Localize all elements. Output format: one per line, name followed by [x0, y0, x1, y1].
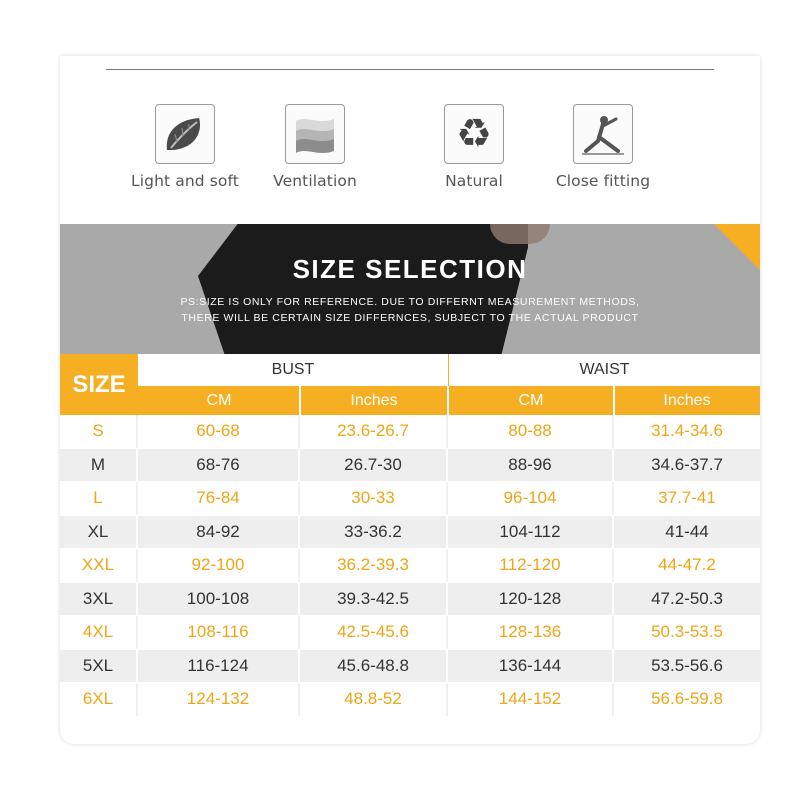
bust-group-header: BUST: [138, 354, 448, 386]
size-cell: 6XL: [60, 683, 138, 716]
waist-inches-cell: 34.6-37.7: [651, 454, 723, 474]
unit-divider: [299, 386, 301, 415]
unit-divider: [447, 386, 449, 415]
waist-cm-cell: 112-120: [448, 549, 614, 582]
recycle-icon: ♻: [444, 104, 504, 164]
banner-note-line-1: PS:SIZE IS ONLY FOR REFERENCE. DUE TO DIFFERNT MEASUREMENT METHODS,: [180, 296, 640, 308]
size-cell: XXL: [60, 549, 138, 582]
feature-natural: [404, 104, 544, 190]
table-row: [60, 583, 760, 617]
waist-cm-cell: 128-136: [448, 616, 614, 649]
waist-inches-header: Inches: [614, 386, 760, 415]
bust-inches-cell: 39.3-42.5: [300, 583, 448, 616]
size-cell: 5XL: [60, 650, 138, 683]
waist-inches-cell: 41-44: [665, 521, 709, 541]
waist-inches-cell: 50.3-53.5: [651, 622, 723, 642]
bust-cm-cell: 108-116: [138, 616, 300, 649]
feature-label: Ventilation: [273, 172, 357, 190]
feature-ventilation: [245, 104, 385, 190]
size-selection-banner: [60, 224, 760, 354]
size-guide-card: [60, 56, 760, 744]
table-row: [60, 516, 760, 550]
size-cell: 3XL: [60, 583, 138, 616]
bust-cm-header: CM: [138, 386, 300, 415]
size-column-header: SIZE: [60, 354, 138, 415]
waist-cm-header: CM: [448, 386, 614, 415]
waist-inches-cell: 53.5-56.6: [651, 655, 723, 675]
bust-inches-cell: 42.5-45.6: [300, 616, 448, 649]
bust-cm-cell: 92-100: [138, 549, 300, 582]
table-row: [60, 415, 760, 449]
layers-icon: [285, 104, 345, 164]
waist-cm-cell: 80-88: [448, 415, 614, 448]
bust-inches-cell: 45.6-48.8: [300, 650, 448, 683]
leaf-icon: [155, 104, 215, 164]
table-row: [60, 449, 760, 483]
bust-inches-cell: 23.6-26.7: [300, 415, 448, 448]
feature-label: Close fitting: [555, 172, 651, 190]
top-divider: [106, 69, 714, 70]
feature-label: Natural: [445, 172, 503, 190]
waist-cm-cell: 96-104: [448, 482, 614, 515]
size-cell: XL: [60, 516, 138, 549]
table-row: [60, 549, 760, 583]
yoga-icon: [573, 104, 633, 164]
waist-inches-cell: 56.6-59.8: [651, 689, 723, 709]
size-rows: [60, 415, 760, 717]
waist-cm-cell: 136-144: [448, 650, 614, 683]
bust-inches-header: Inches: [300, 386, 448, 415]
size-cell: S: [60, 415, 138, 448]
waist-cm-cell: 144-152: [448, 683, 614, 716]
bust-inches-cell: 33-36.2: [300, 516, 448, 549]
feature-close-fitting: [533, 104, 673, 190]
table-row: [60, 616, 760, 650]
banner-note-line-2: THERE WILL BE CERTAIN SIZE DIFFERNCES, SUBJECT TO THE ACTUAL PRODUCT: [181, 312, 639, 324]
model-arm: [490, 224, 550, 244]
unit-divider: [613, 386, 615, 415]
feature-label: Light and soft: [131, 172, 239, 190]
waist-inches-cell: 47.2-50.3: [651, 588, 723, 608]
waist-cm-cell: 104-112: [448, 516, 614, 549]
bust-cm-cell: 116-124: [138, 650, 300, 683]
bust-inches-cell: 48.8-52: [300, 683, 448, 716]
bust-cm-cell: 84-92: [138, 516, 300, 549]
size-cell: M: [60, 449, 138, 482]
waist-cm-cell: 88-96: [448, 449, 614, 482]
bust-cm-cell: 76-84: [138, 482, 300, 515]
bust-inches-cell: 26.7-30: [300, 449, 448, 482]
size-cell: L: [60, 482, 138, 515]
bust-inches-cell: 36.2-39.3: [300, 549, 448, 582]
table-row: [60, 482, 760, 516]
bust-cm-cell: 124-132: [138, 683, 300, 716]
waist-cm-cell: 120-128: [448, 583, 614, 616]
waist-inches-cell: 44-47.2: [658, 555, 716, 575]
size-cell: 4XL: [60, 616, 138, 649]
model-silhouette: [198, 224, 528, 354]
table-row: [60, 650, 760, 684]
banner-title: SIZE SELECTION: [292, 254, 528, 284]
table-row: [60, 683, 760, 717]
bust-cm-cell: 68-76: [138, 449, 300, 482]
bust-cm-cell: 100-108: [138, 583, 300, 616]
waist-inches-cell: 31.4-34.6: [651, 421, 723, 441]
bust-cm-cell: 60-68: [138, 415, 300, 448]
feature-light-and-soft: [115, 104, 255, 190]
bust-inches-cell: 30-33: [300, 482, 448, 515]
waist-group-header: WAIST: [449, 354, 760, 386]
waist-inches-cell: 37.7-41: [658, 488, 716, 508]
